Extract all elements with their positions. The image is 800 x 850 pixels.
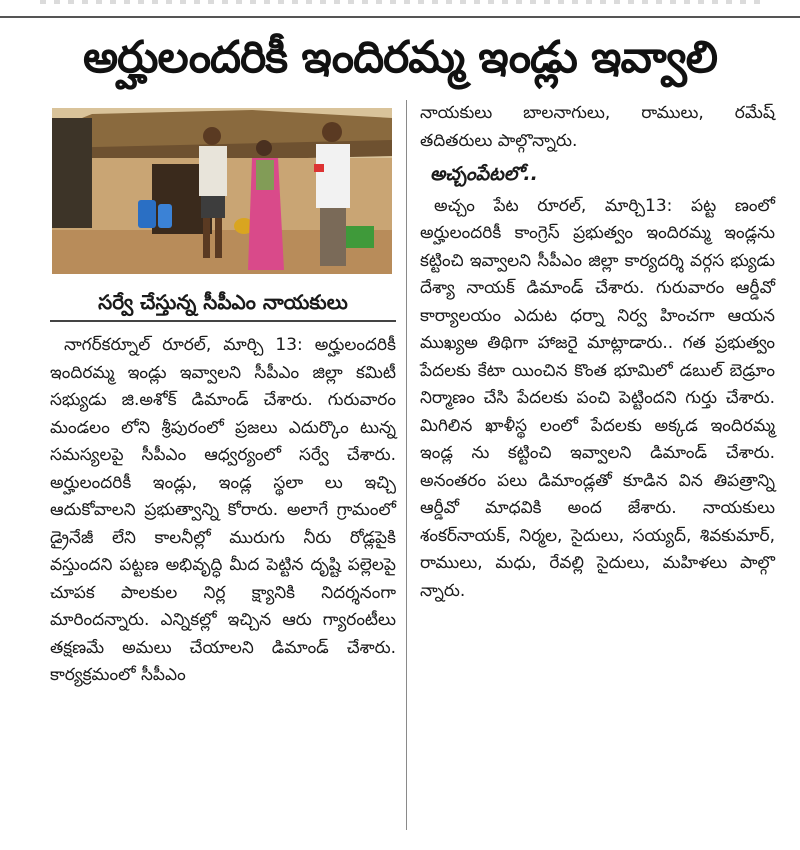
column-divider <box>406 100 407 830</box>
section-subhead: అచ్చంపేటలో.. <box>430 163 538 185</box>
article-paragraph: నాగర్‌కర్నూల్ రూరల్, మార్చి 13: అర్హులందరికీ ఇందిరమ్మ ఇండ్లు ఇవ్వాలని సీపీఎం జిల్లా కమిటీ సభ్యుడు జి.అశోక్ డిమాండ్ చేశారు. గురువారం మండలం లోని శ్రీపురంలో ప్రజలు ఎదుర్కొం టున్న సమస్యలపై సీపీఎం ఆధ్వర్యంలో సర్వే చేశారు. అర్హులందరికీ ఇండ్లు, ఇండ్ల స్థలా లు ఇచ్చి ఆదుకోవాలని ప్రభుత్వాన్ని కోరారు. అలాగే గ్రామంలో డ్రైనేజీ లేని కాలనీల్లో మురుగు నీరు రోడ్లపైకి వస్తుందని పట్టణ అభివృద్ధి మీద పెట్టిన దృష్టి పల్లెలపై చూపక పాలకుల నిర్ల క్ష్యానికి నిదర్శనంగా మారిందన్నారు. ఎన్నికల్లో ఇచ్చిన ఆరు గ్యారంటీలు తక్షణమే అమలు చేయాలని డిమాండ్ చేశారు. కార్యక్రమంలో సీపీఎం <box>50 335 396 685</box>
article-paragraph: అచ్చం పేట రూరల్, మార్చి13: పట్ట ణంలో అర్హులందరికీ కాంగ్రెస్ ప్రభుత్వం ఇందిరమ్మ ఇండ్లను కట్టించి ఇవ్వాలని సీపీఎం జిల్లా కార్యదర్శి వర్గస భ్యుడు దేశ్యా నాయక్ డిమాండ్ చేశారు. గురువారం ఆర్డీవో కార్యాలయం ఎదుట ధర్నా నిర్వ హించగా ఆయన ముఖ్యఅ తిథిగా హాజరై మాట్లాడారు.. గత ప్రభుత్వం పేదలకు కేటా యించిన కొంత భూమిలో డబుల్ బెడ్రూం నిర్మాణం చేసి పేదలకు పంచి పెట్టిందని గుర్తు చేశారు. మిగిలిన ఖాళీస్థ లంలో పేదలకు అక్కడ ఇందిరమ్మ ఇండ్ల ను కట్టించి ఇవ్వాలని డిమాండ్ చేశారు. అనంతరం పలు డిమాండ్లతో కూడిన విన తిపత్రాన్ని ఆర్డీవో మాధవికి అంద జేశారు. నాయకులు శంకర్‌నాయక్, నిర్మల, సైదులు, సయ్యద్, శివకుమార్, రాములు, మధు, రేవల్లి సైదులు, మహిళలు పాల్గొ న్నారు. <box>420 195 775 601</box>
photo-caption: సర్వే చేస్తున్న సీపీఎం నాయకులు <box>50 284 396 322</box>
news-photo <box>52 108 392 274</box>
news-photo-illustration <box>52 108 392 274</box>
article-continuation: నాయకులు బాలనాగులు, రాములు, రమేష్ తదితరులు పాల్గొన్నారు. <box>420 103 775 151</box>
article-left-column <box>50 332 396 690</box>
page-top-rule <box>0 0 800 18</box>
headline: అర్హులందరికీ ఇందిరమ్మ ఇండ్లు ఇవ్వాలి <box>82 32 717 83</box>
article-right-column <box>420 100 775 605</box>
